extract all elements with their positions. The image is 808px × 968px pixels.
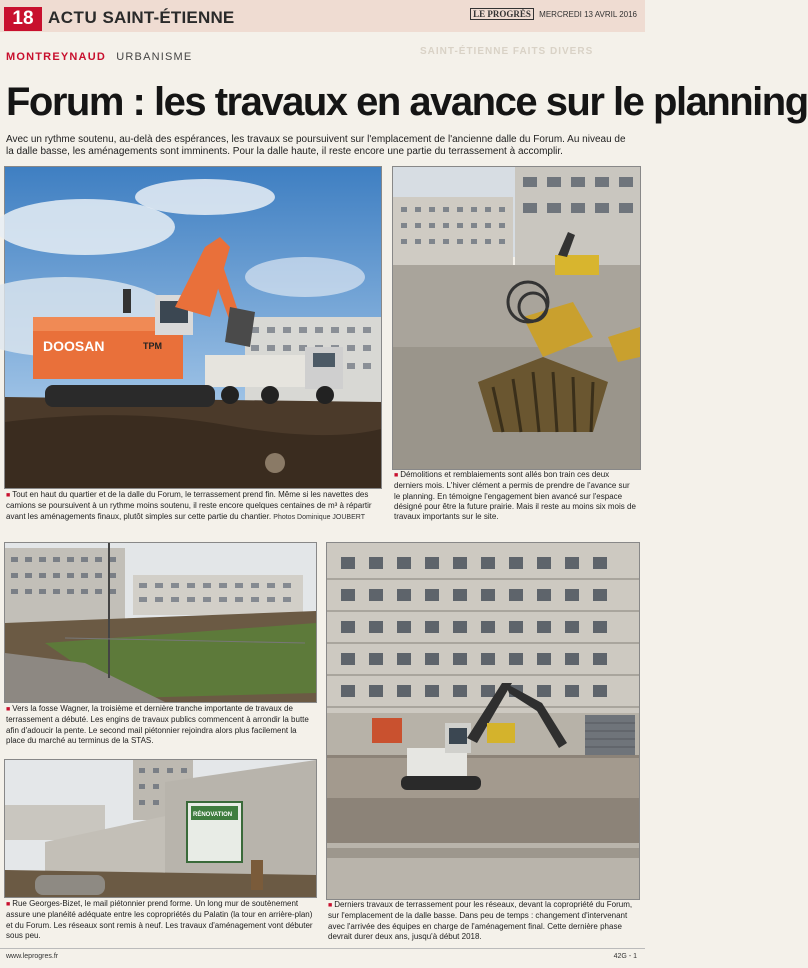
caption-bullet: ■ [6,706,13,713]
ghost-header: SAINT-ÉTIENNE FAITS DIVERS [420,46,594,57]
footer-code: 42G - 1 [613,953,637,960]
photo-credit: Photos Dominique JOUBERT [273,513,365,521]
kicker-section: URBANISME [116,51,193,63]
caption-2-text: Démolitions et remblaiements sont allés bon train ces deux derniers mois. L'hiver clément a permis de prendre de l'avance sur le planning. En témoigne l'engagement bien avancé sur l'espace désigné pour être la future prairie. Mais il reste au moins six mois de travaux importants sur le site. [394,470,636,522]
photo-mur-soutenement [4,759,317,898]
headline: Forum : les travaux en avance sur le planning [6,80,808,124]
caption-5-text: Derniers travaux de terrassement pour les réseaux, devant la copropriété du Forum, sur l'emplacement de la dalle basse. Dans peu de temps : changement d'intervenant avec l'arrivée des équipes en charge de l'aménagement final. Cette dernière phase devrait durer deux ans, jusqu'à début 2018. [328,900,633,941]
caption-1 [6,490,378,523]
newspaper-logo: LE PROGRÈS [470,8,534,20]
dateline [470,9,637,19]
caption-bullet: ■ [6,492,13,499]
caption-1-text: Tout en haut du quartier et de la dalle du Forum, le terrassement prend fin. Même si les navettes des camions se poursuivent à un rythme moins soutenu, il reste encore quelques centaines de m³ à répartir avant les aménagements finaux, plutôt simples sur cette partie du chantier. [6,490,372,521]
standfirst: Avec un rythme soutenu, au-delà des espérances, les travaux se poursuivent sur l'emplacement de l'ancienne dalle du Forum. Au niveau de la dalle basse, les aménagements sont imminents. Pour la dalle haute, il reste encore une partie du terrassement à accomplir. [6,134,626,157]
issue-date: MERCREDI 13 AVRIL 2016 [539,10,637,19]
footer-url[interactable]: www.leprogres.fr [6,953,59,960]
photo-excavator [4,166,382,489]
caption-4-text: Rue Georges-Bizet, le mail piétonnier prend forme. Un long mur de soutènement assure une planéité adéquate entre les copropriétés du Palatin (la tour en arrière-plan) et du Forum. Les réseaux sont remis à neuf. Les travaux d'aménagement vont débuter sous peu. [6,899,313,940]
page-number: 18 [4,7,42,31]
excavator-brand: DOOSAN [43,338,105,354]
footer-rule [0,948,645,949]
caption-3 [6,704,316,746]
photo-terrassement [4,542,317,703]
excavator-company: TPM [143,341,162,351]
photo-grapple [392,166,641,470]
section-label: ACTU [48,8,98,27]
signboard-text: RÉNOVATION [193,812,233,818]
caption-bullet: ■ [394,472,401,479]
caption-2 [394,470,638,522]
caption-bullet: ■ [6,901,13,908]
city-label: SAINT-ÉTIENNE [102,8,235,27]
section-rubric [48,8,234,28]
caption-3-text: Vers la fosse Wagner, la troisième et dernière tranche importante de travaux de terrassement a débuté. Les engins de travaux publics commencent à arrondir la butte afin d'adoucir la pente. Le second mail piétonnier rejoindra alors plus facilement la place du marché au terminus de la STAS. [6,704,309,745]
caption-5 [328,900,640,942]
kicker [6,51,192,63]
photo-forum-building [326,542,640,900]
caption-4 [6,899,320,941]
kicker-location: MONTREYNAUD [6,51,106,63]
caption-bullet: ■ [328,902,335,909]
